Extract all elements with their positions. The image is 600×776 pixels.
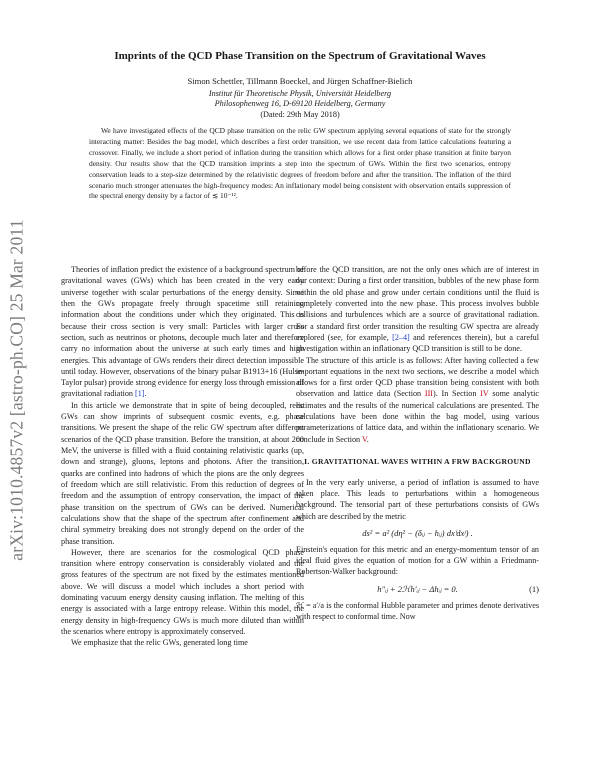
body-paragraph: Einstein's equation for this metric and an energy-momentum tensor of an ideal fluid gives the equation of motion for a GW within a Friedmann-Robertson-Walker background: (296, 544, 539, 577)
motion-equation (296, 578, 539, 600)
section-link[interactable]: IV (480, 389, 489, 399)
citation-link[interactable]: [2–4] (392, 332, 410, 342)
affiliation: Institut für Theoretische Physik, Universität Heidelberg (208, 89, 392, 98)
body-paragraph: In the very early universe, a period of inflation is assumed to have taken place. This leads to perturbations within a homogeneous background. The tensorial part of these perturbations consists of GWs which are described by the metric (296, 477, 539, 521)
body-paragraph: ℋ = a′/a is the conformal Hubble parameter and primes denote derivatives with respect to conformal time. Now (296, 600, 539, 622)
intro-paragraph: We emphasize that the relic GWs, generated long time (71, 638, 248, 648)
intro-paragraph: before the QCD transition, are not the only ones which are of interest in our context: During a first order transition, bubbles of the new phase form within the old phase and grow under certain conditions until the fluid is completely converted into the new phase. This process involves bubble collisions and turbulences which are a source of gravitational radiation. For a standard first order transition the resulting GW spectra are already explored (see, for example, [2–4] and references therein), but a careful investigation within an inflationary QCD transition is still to be done. (296, 265, 539, 354)
intro-paragraph: The structure of this article is as follows: After having collected a few important equations in the next two sections, we describe a model which allows for a first order QCD phase transition being consistent with both observation and lattice data (Section III). In Section IV some analytic estimates and the results of the numerical calculations are presented. The calculations have been done within the bag model, using various parameterizations of lattice data, and within the inflationary scenario. We conclude in Section V. (296, 355, 539, 444)
intro-paragraph: However, there are scenarios for the cosmological QCD phase transition where entropy conservation is considerably violated and the gross features of the spectrum are not fixed by the estimates mentioned above. We will discuss a model which includes a short period with dominating vacuum energy density causing inflation. The melting of this energy is associated with a large entropy release. Within this model, the energy density in high-frequency GWs is much more diluted than within the scenarios where entropy is approximately conserved. (61, 547, 304, 636)
section-link[interactable]: III (424, 389, 434, 399)
date-line: (Dated: 29th May 2018) (260, 110, 340, 119)
arxiv-id: arXiv:1010.4857v2 [astro-ph.CO] 25 Mar 2011 (6, 219, 27, 561)
section-link[interactable]: V (361, 434, 367, 444)
abstract: We have investigated effects of the QCD phase transition on the relic GW spectrum applying several equations of state for the strongly interacting matter: Besides the bag model, which describes a first order transition, we use recent data from lattice calculations featuring a crossover. Finally, we include a short period of inflation during the transition which allows for a first order phase transition at finite baryon density. Our results show that the QCD transition imprints a step into the spectrum of GWs. Within the first two scenarios, entropy conservation leads to a step-size determined by the relativistic degrees of freedom before and after the transition. The inflation of the third scenario much stronger attenuates the high-frequency modes: An inflationary model being consistent with observation entails suppression of the spectral energy density by a factor of ≲ 10⁻¹². (89, 126, 511, 201)
intro-paragraph: Theories of inflation predict the existence of a background spectrum of gravitational waves (GWs) which has been created in the very early universe together with scalar perturbations of the energy density. Since then the GWs propagate freely through spacetime still retaining information about the conditions under which they originated. This is because their cross section is very small: Particles with larger cross section, such as neutrinos or photons, decouple much later and therefore carry no information about the universe at such early times and high energies. This advantage of GWs renders their direct detection impossible until today. However, observations of the binary pulsar B1913+16 (Hulse-Taylor pulsar) provide strong evidence for energy loss through emission of gravitational radiation [1]. (61, 265, 304, 399)
intro-paragraph: In this article we demonstrate that in spite of being decoupled, relic GWs can show imprints of subsequent cosmic events, e.g. phase transitions. We present the shape of the relic GW spectrum after different scenarios of the QCD phase transition. Before the transition, at about 200 MeV, the universe is filled with a fluid containing relativistic quarks (up, down and strange), gluons, leptons and photons. After the transition, quarks are confined into hadrons of which the pions are the only degrees of freedom which are still relativistic. From this reduction of degrees of freedom and the assumption of entropy conservation, the impact of the phase transition on the spectrum of GWs can be derived. Numerical calculations show that the shape of the spectrum after confinement and chiral symmetry breaking does not strongly depend on the order of the phase transition. (61, 400, 304, 546)
left-column (61, 264, 304, 649)
paper-title: Imprints of the QCD Phase Transition on the Spectrum of Gravitational Waves (114, 50, 486, 62)
address: Philosophenweg 16, D-69120 Heidelberg, Germany (214, 99, 386, 108)
arxiv-stamp (2, 220, 32, 560)
right-column (296, 264, 539, 622)
equation-number: (1) (529, 583, 539, 594)
equation-body: h″ᵢⱼ + 2ℋh′ᵢⱼ − Δhᵢⱼ = 0. (377, 583, 458, 594)
citation-link[interactable]: [1] (135, 389, 145, 399)
author-list: Simon Schettler, Tillmann Boeckel, and Jürgen Schaffner-Bielich (187, 76, 413, 86)
metric-equation: ds² = a² (dη² − (δᵢⱼ − hᵢⱼ) dxⁱdxʲ) . (362, 527, 473, 538)
section-heading: I. GRAVITATIONAL WAVES WITHIN A FRW BACKGROUND (304, 457, 531, 466)
